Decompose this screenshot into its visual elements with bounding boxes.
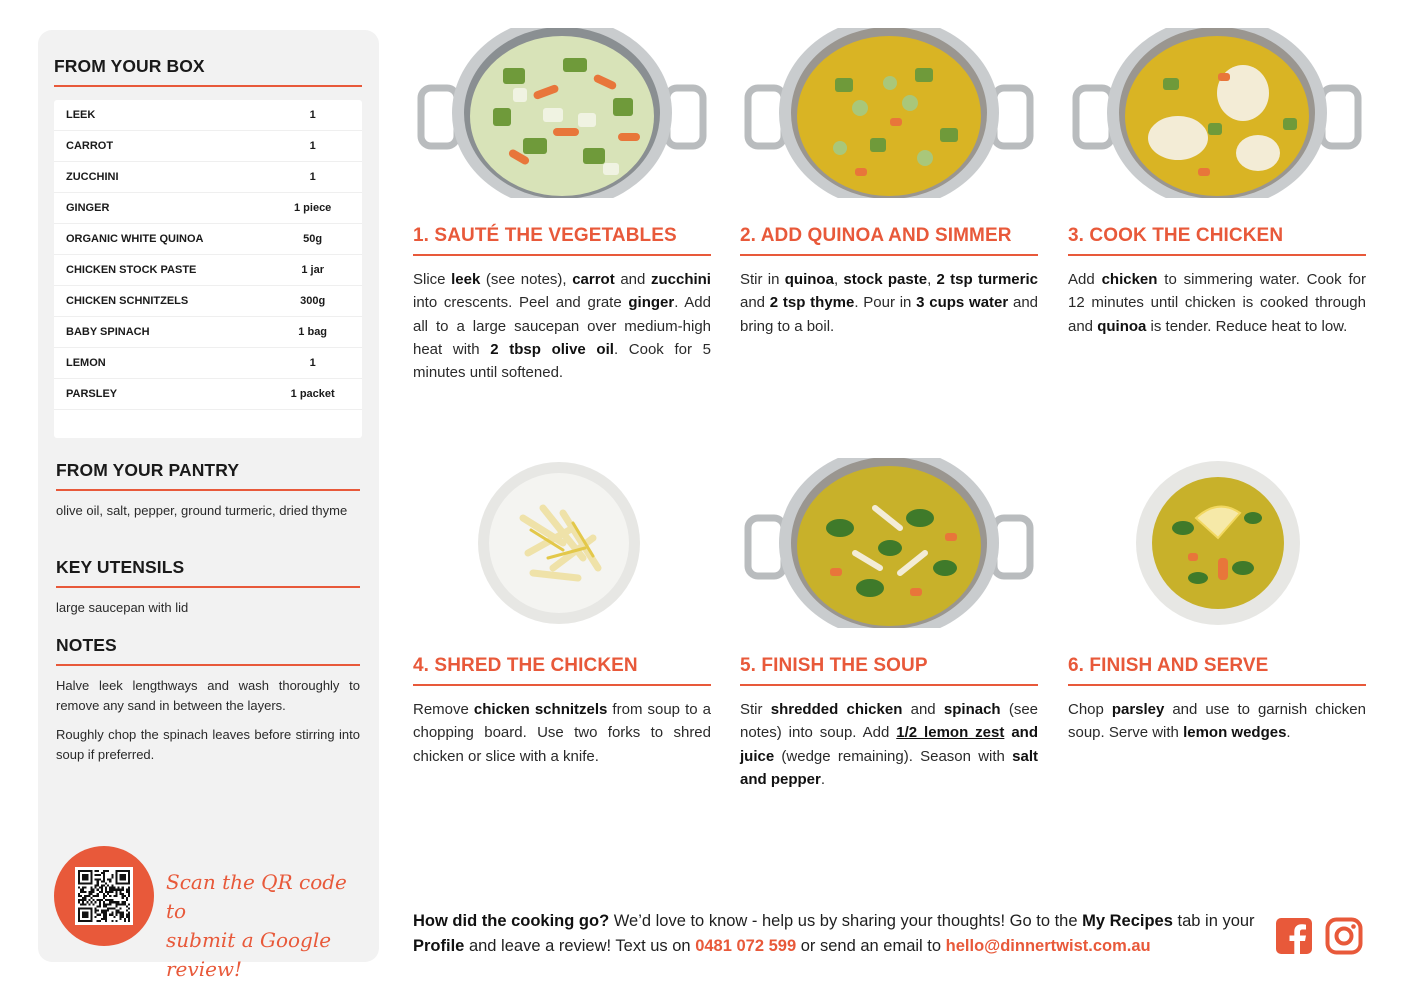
text-run: tab in your xyxy=(1172,912,1255,930)
bold-text: leek xyxy=(451,271,481,288)
text-run: from soup to a chopping board. Use two forks to shred chicken or slice with a knife. xyxy=(413,701,711,765)
qr-badge[interactable] xyxy=(54,846,154,946)
step-instructions xyxy=(1068,698,1366,745)
ingredient-quantity: 1 jar xyxy=(301,264,324,276)
step-2 xyxy=(740,28,1038,388)
text-run: and bring to a boil. xyxy=(740,294,1039,335)
ingredient-quantity: 50g xyxy=(303,233,323,245)
ingredient-quantity: 1 piece xyxy=(294,202,332,214)
text-run: or send an email to xyxy=(796,937,946,955)
text-run: Stir in xyxy=(740,271,785,288)
bold-text: 2 tsp turmeric xyxy=(936,271,1038,288)
ingredient-row xyxy=(54,348,362,379)
text-run: Remove xyxy=(413,701,474,718)
ingredient-quantity: 1 packet xyxy=(290,388,335,400)
ingredient-row xyxy=(54,255,362,286)
qr-code-icon[interactable] xyxy=(75,867,133,925)
bold-text: chicken schnitzels xyxy=(473,701,608,718)
bold-text: shredded chicken xyxy=(770,701,903,718)
text-run: (wedge remaining). Season with xyxy=(774,747,1013,765)
step-instructions xyxy=(413,268,711,384)
ingredient-row xyxy=(54,224,362,255)
bold-text: My Recipes xyxy=(1082,912,1173,930)
ingredient-name: PARSLEY xyxy=(66,388,118,400)
step-6 xyxy=(1068,458,1366,818)
bold-text: stock paste xyxy=(843,271,928,288)
text-run: . xyxy=(820,770,826,788)
step-1 xyxy=(413,28,711,388)
bold-text: salt and pepper xyxy=(740,747,1038,788)
instagram-icon[interactable] xyxy=(1325,917,1363,955)
bold-text: and juice xyxy=(740,724,1038,765)
bold-text: quinoa xyxy=(784,271,834,288)
notes-section xyxy=(56,635,360,765)
text-run: , xyxy=(927,271,937,288)
pot-quinoa-simmer-image xyxy=(740,28,1038,198)
text-run: Stir xyxy=(740,701,771,718)
bold-text: 3 cups water xyxy=(916,294,1009,312)
text-run: and xyxy=(614,271,651,288)
bold-text: carrot xyxy=(572,271,615,288)
bold-text: 1/2 lemon zest xyxy=(896,724,1005,742)
pot-finished-soup-image xyxy=(740,458,1038,628)
text-run: Chop xyxy=(1068,701,1112,718)
key-utensils-heading: KEY UTENSILS xyxy=(56,557,185,577)
ingredient-row xyxy=(54,379,362,410)
notes-heading: NOTES xyxy=(56,635,117,655)
bold-text: parsley xyxy=(1111,701,1165,718)
divider xyxy=(1068,684,1366,686)
step-title: 2. ADD QUINOA AND SIMMER xyxy=(740,225,1012,246)
divider xyxy=(56,586,360,588)
ingredient-name: LEEK xyxy=(66,109,96,121)
ingredient-row xyxy=(54,162,362,193)
text-run: , xyxy=(833,271,844,288)
plate-shredded-chicken-image xyxy=(413,458,711,628)
step-5 xyxy=(740,458,1038,818)
ingredient-row xyxy=(54,286,362,317)
facebook-icon[interactable] xyxy=(1275,917,1313,955)
ingredient-row xyxy=(54,317,362,348)
text-run: (see notes) into soup. Add xyxy=(740,701,1038,742)
pot-cooked-chicken-image xyxy=(1068,28,1366,198)
text-run: and xyxy=(902,701,944,718)
ingredient-name: BABY SPINACH xyxy=(66,326,150,338)
utensils-text: large saucepan with lid xyxy=(56,600,189,615)
text-run: . Cook for 5 minutes until softened. xyxy=(413,340,711,382)
note-paragraph: Roughly chop the spinach leaves before stirring into soup if preferred. xyxy=(56,727,360,762)
ingredient-quantity: 300g xyxy=(300,295,326,307)
ingredient-name: LEMON xyxy=(66,357,106,369)
ingredient-row xyxy=(54,193,362,224)
from-your-pantry-section xyxy=(56,460,360,521)
pot-sauteed-vegetables-image xyxy=(413,28,711,198)
step-4 xyxy=(413,458,711,818)
divider xyxy=(413,684,711,686)
ingredient-name: ORGANIC WHITE QUINOA xyxy=(66,233,204,245)
bold-text: quinoa xyxy=(1097,317,1147,335)
ingredient-quantity: 1 xyxy=(309,109,316,121)
divider xyxy=(413,254,711,256)
divider xyxy=(56,489,360,491)
bold-text: 2 tbsp olive oil xyxy=(490,340,614,358)
key-utensils-section xyxy=(56,557,360,618)
ingredient-name: CARROT xyxy=(66,140,114,152)
ingredient-quantity: 1 xyxy=(309,171,316,183)
text-run: . Pour in xyxy=(854,294,917,312)
from-your-box-heading: FROM YOUR BOX xyxy=(54,56,362,87)
text-run: . Add all to a large saucepan over medium-high heat with xyxy=(413,294,711,358)
step-instructions xyxy=(413,698,711,768)
divider xyxy=(54,85,362,87)
ingredient-name: GINGER xyxy=(66,202,110,214)
step-3 xyxy=(1068,28,1366,388)
divider xyxy=(740,684,1038,686)
text-run: and leave a review! Text us on xyxy=(464,937,696,955)
contact-link[interactable]: 0481 072 599 xyxy=(695,937,797,955)
bold-text: zucchini xyxy=(650,271,711,288)
divider xyxy=(740,254,1038,256)
divider xyxy=(56,664,360,666)
text-run: . xyxy=(1286,724,1291,742)
ingredient-name: CHICKEN STOCK PASTE xyxy=(66,264,197,276)
qr-review-prompt: Scan the QR code to submit a Google review! xyxy=(166,870,347,981)
step-title: 6. FINISH AND SERVE xyxy=(1068,655,1269,676)
step-title: 3. COOK THE CHICKEN xyxy=(1068,225,1284,246)
text-run: is tender. Reduce heat to low. xyxy=(1146,317,1348,335)
ingredient-row xyxy=(54,100,362,131)
step-title: 4. SHRED THE CHICKEN xyxy=(413,655,638,676)
bold-text: lemon wedges xyxy=(1183,724,1287,742)
contact-link[interactable]: hello@dinnertwist.com.au xyxy=(945,937,1151,955)
pantry-items-text: olive oil, salt, pepper, ground turmeric, dried thyme xyxy=(56,503,348,518)
text-run: and use to garnish chicken soup. Serve with xyxy=(1068,701,1366,742)
text-run: Add xyxy=(1068,271,1102,288)
bold-text: chicken xyxy=(1101,271,1158,288)
text-run: Slice xyxy=(413,271,452,288)
bold-text: Profile xyxy=(413,937,465,955)
ingredient-name: ZUCCHINI xyxy=(66,171,119,183)
ingredient-quantity: 1 xyxy=(309,140,316,152)
bold-text: spinach xyxy=(943,701,1001,718)
divider xyxy=(1068,254,1366,256)
bold-text: How did the cooking go? xyxy=(413,912,610,930)
step-instructions xyxy=(740,268,1038,338)
bowl-served-soup-image xyxy=(1068,458,1366,628)
step-instructions xyxy=(1068,268,1366,338)
ingredient-name: CHICKEN SCHNITZELS xyxy=(66,295,189,307)
ingredient-quantity: 1 bag xyxy=(298,326,328,338)
from-your-pantry-heading: FROM YOUR PANTRY xyxy=(56,460,240,480)
ingredients-sidebar xyxy=(38,30,379,981)
text-run: and xyxy=(740,294,770,312)
ingredients-table xyxy=(54,100,362,438)
step-title: 5. FINISH THE SOUP xyxy=(740,655,928,676)
text-run: to simmering water. Cook for 12 minutes until chicken is cooked through and xyxy=(1068,271,1366,335)
step-title: 1. SAUTÉ THE VEGETABLES xyxy=(413,225,677,246)
bold-text: ginger xyxy=(628,294,675,312)
note-paragraph: Halve leek lengthways and wash thoroughly to remove any sand in between the layers. xyxy=(56,678,360,713)
text-run: We’d love to know - help us by sharing your thoughts! Go to the xyxy=(609,912,1083,930)
bold-text: 2 tsp thyme xyxy=(769,294,855,312)
text-run: (see notes), xyxy=(480,271,573,288)
ingredient-row xyxy=(54,131,362,162)
text-run: into crescents. Peel and grate xyxy=(413,294,629,312)
ingredient-quantity: 1 xyxy=(309,357,316,369)
step-instructions xyxy=(740,698,1038,791)
review-prompt-footer xyxy=(413,909,1263,959)
